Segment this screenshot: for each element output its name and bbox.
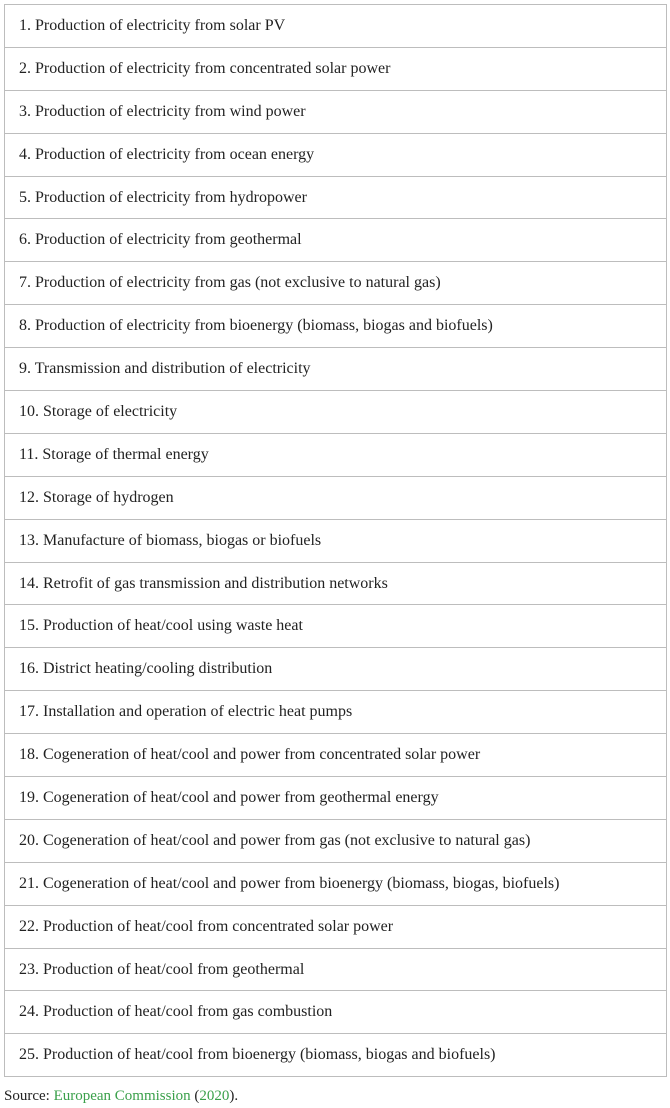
table-row [5, 476, 667, 519]
table-row [5, 305, 667, 348]
table-row [5, 777, 667, 820]
table-cell: 1. Production of electricity from solar PV [5, 5, 667, 48]
table-row [5, 734, 667, 777]
table-row [5, 262, 667, 305]
table-row [5, 862, 667, 905]
table-row [5, 348, 667, 391]
activities-table-body [5, 5, 667, 1077]
table-row [5, 562, 667, 605]
table-cell: 19. Cogeneration of heat/cool and power from geothermal energy [5, 777, 667, 820]
table-row [5, 176, 667, 219]
table-row [5, 991, 667, 1034]
source-year-link[interactable]: 2020 [199, 1088, 230, 1104]
table-cell: 6. Production of electricity from geothermal [5, 219, 667, 262]
table-row [5, 219, 667, 262]
table-cell: 4. Production of electricity from ocean energy [5, 133, 667, 176]
table-cell: 12. Storage of hydrogen [5, 476, 667, 519]
table-cell: 8. Production of electricity from bioenergy (biomass, biogas and biofuels) [5, 305, 667, 348]
table-row [5, 905, 667, 948]
table-cell: 15. Production of heat/cool using waste heat [5, 605, 667, 648]
table-cell: 21. Cogeneration of heat/cool and power from bioenergy (biomass, biogas, biofuels) [5, 862, 667, 905]
table-cell: 16. District heating/cooling distribution [5, 648, 667, 691]
activities-table [4, 4, 667, 1077]
table-row [5, 691, 667, 734]
table-row [5, 605, 667, 648]
table-row [5, 433, 667, 476]
table-cell: 22. Production of heat/cool from concentrated solar power [5, 905, 667, 948]
source-open-paren: ( [190, 1088, 200, 1104]
source-link[interactable]: European Commission [53, 1088, 191, 1104]
table-cell: 5. Production of electricity from hydropower [5, 176, 667, 219]
table-cell: 17. Installation and operation of electric heat pumps [5, 691, 667, 734]
table-cell: 11. Storage of thermal energy [5, 433, 667, 476]
table-cell: 13. Manufacture of biomass, biogas or biofuels [5, 519, 667, 562]
source-close: ). [229, 1088, 239, 1104]
table-row [5, 47, 667, 90]
table-cell: 20. Cogeneration of heat/cool and power from gas (not exclusive to natural gas) [5, 819, 667, 862]
table-cell: 9. Transmission and distribution of electricity [5, 348, 667, 391]
table-row [5, 519, 667, 562]
table-row [5, 5, 667, 48]
table-row [5, 819, 667, 862]
table-row [5, 90, 667, 133]
table-cell: 18. Cogeneration of heat/cool and power from concentrated solar power [5, 734, 667, 777]
source-note [4, 1087, 238, 1105]
table-cell: 24. Production of heat/cool from gas combustion [5, 991, 667, 1034]
table-cell: 7. Production of electricity from gas (not exclusive to natural gas) [5, 262, 667, 305]
table-row [5, 133, 667, 176]
table-cell: 25. Production of heat/cool from bioenergy (biomass, biogas and biofuels) [5, 1034, 667, 1077]
table-cell: 3. Production of electricity from wind power [5, 90, 667, 133]
source-prefix: Source: [4, 1088, 54, 1104]
table-row [5, 1034, 667, 1077]
table-cell: 23. Production of heat/cool from geothermal [5, 948, 667, 991]
table-row [5, 648, 667, 691]
table-row [5, 391, 667, 434]
table-cell: 14. Retrofit of gas transmission and distribution networks [5, 562, 667, 605]
table-cell: 10. Storage of electricity [5, 391, 667, 434]
table-row [5, 948, 667, 991]
table-cell: 2. Production of electricity from concentrated solar power [5, 47, 667, 90]
